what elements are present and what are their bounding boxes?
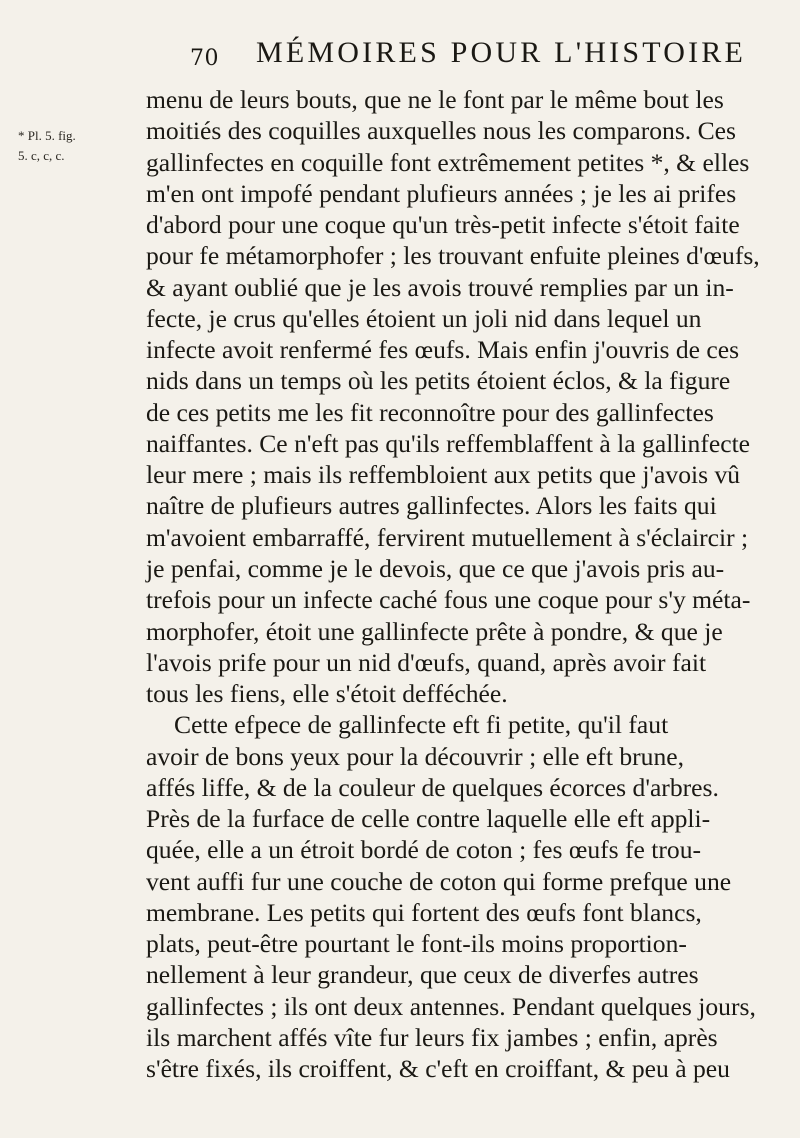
text-line: & ayant oublié que je les avois trouvé remplies par un in- [146,272,734,302]
text-line: moitiés des coquilles auxquelles nous les comparons. Ces [146,116,736,146]
text-line: m'avoient embarraffé, fervirent mutuellement à s'éclaircir ; [146,522,749,552]
text-line: vent auffi fur une couche de coton qui forme prefque une [146,866,732,896]
text-line: gallinfectes ; ils ont deux antennes. Pendant quelques jours, [146,991,756,1021]
text-line: avoir de bons yeux pour la découvrir ; elle eft brune, [146,741,684,771]
text-line: fecte, je crus qu'elles étoient un joli nid dans lequel un [146,303,702,333]
page-header [190,36,770,78]
paragraph-start-line: Cette efpece de gallinfecte eft fi petite, qu'il faut [174,710,669,740]
text-line: m'en ont impofé pendant plufieurs années ; je les ai prifes [146,178,737,208]
running-head-title: MÉMOIRES POUR L'HISTOIRE [256,36,747,69]
text-line: morphofer, étoit une gallinfecte prête à pondre, & que je [146,616,723,646]
text-line: naître de plufieurs autres gallinfectes. Alors les faits qui [146,491,717,521]
text-line: quée, elle a un étroit bordé de coton ; fes œufs fe trou- [146,835,702,865]
text-line: membrane. Les petits qui fortent des œufs font blancs, [146,897,702,927]
text-line: naiffantes. Ce n'eft pas qu'ils reffemblaffent à la gallinfecte [146,428,751,458]
text-line: Près de la furface de celle contre laquelle elle eft appli- [146,804,711,834]
margin-note-line: * Pl. 5. fig. [18,128,76,143]
body-text [146,84,776,1085]
text-line: de ces petits me les fit reconnoître pour des gallinfectes [146,397,714,427]
text-line: nids dans un temps où les petits étoient éclos, & la figure [146,366,731,396]
text-line: pour fe métamorphofer ; les trouvant enfuite pleines d'œufs, [146,241,760,271]
text-line: ils marchent affés vîte fur leurs fix jambes ; enfin, après [146,1022,718,1052]
text-line: d'abord pour une coque qu'un très-petit infecte s'étoit faite [146,210,740,240]
margin-note [18,126,106,166]
text-line: infecte avoit renfermé fes œufs. Mais enfin j'ouvris de ces [146,335,740,365]
text-line: je penfai, comme je le devois, que ce que j'avois pris au- [146,553,725,583]
text-line: tous les fiens, elle s'étoit defféchée. [146,679,508,709]
text-line: nellement à leur grandeur, que ceux de diverfes autres [146,960,699,990]
text-line: l'avois prife pour un nid d'œufs, quand, après avoir fait [146,647,707,677]
page-number: 70 [190,46,219,71]
text-line: menu de leurs bouts, que ne le font par le même bout les [146,85,724,114]
text-line: plats, peut-être pourtant le font-ils moins proportion- [146,929,687,959]
text-line: s'être fixés, ils croiffent, & c'eft en croiffant, & peu à peu [146,1054,730,1084]
text-line: leur mere ; mais ils reffembloient aux petits que j'avois vû [146,460,741,490]
text-line: trefois pour un infecte caché fous une coque pour s'y méta- [146,585,751,615]
text-line: gallinfectes en coquille font extrêmement petites *, & elles [146,147,750,177]
text-line: affés liffe, & de la couleur de quelques écorces d'arbres. [146,772,719,802]
margin-note-line: 5. c, c, c. [18,148,65,163]
